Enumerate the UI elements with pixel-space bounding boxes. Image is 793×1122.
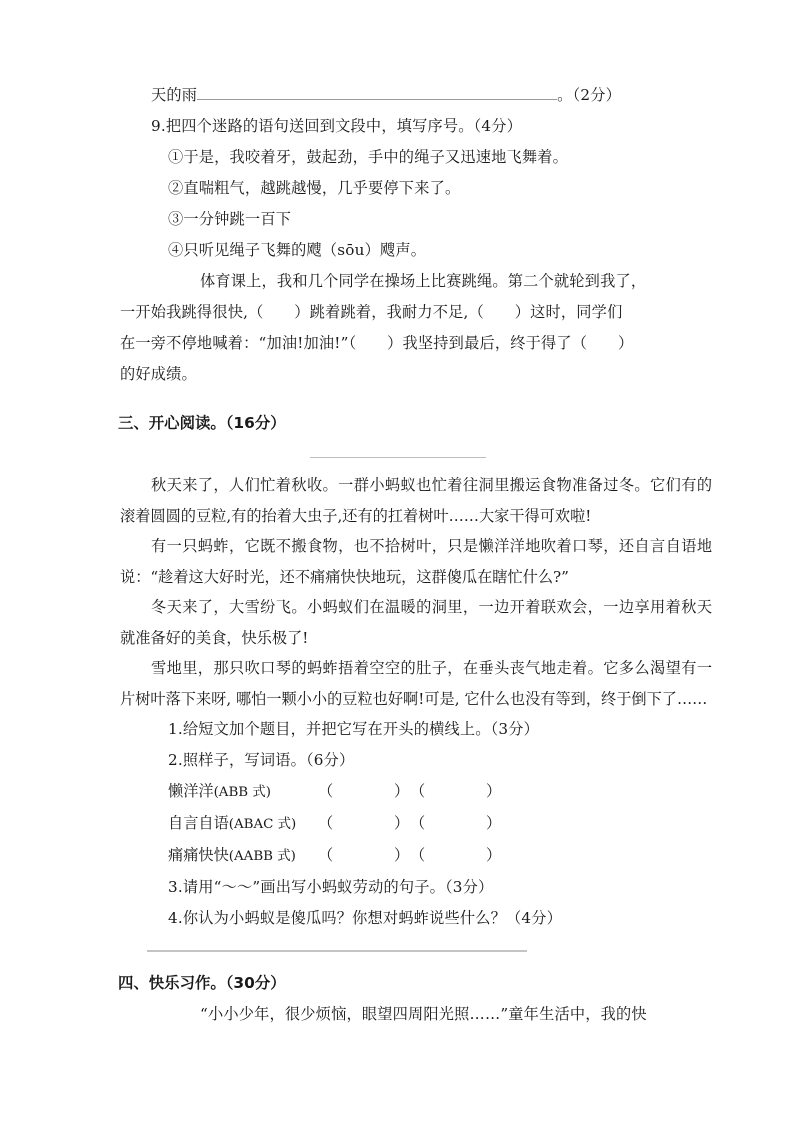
passage-paragraph: 雪地里，那只吹口琴的蚂蚱捂着空空的肚子，在垂头丧气地走着。它多么渴望有一片树叶落下来呀, 哪怕一颗小小的豆粒也好啊!可是, 它什么也没有等到，终于倒下了…… bbox=[120, 659, 712, 708]
page-content bbox=[105, 80, 712, 1030]
word-pattern-sample: 痛痛快快 bbox=[168, 846, 229, 864]
question-9-passage-line: 的好成绩。 bbox=[120, 365, 197, 383]
fill-in-blank[interactable] bbox=[197, 84, 557, 100]
question-9-passage-line: 体育课上，我和几个同学在操场上比赛跳绳。第二个就轮到我了， bbox=[200, 272, 647, 290]
word-pattern-sample: 懒洋洋 bbox=[168, 782, 214, 800]
question-9-option: ④只听见绳子飞舞的飕（sōu）飕声。 bbox=[168, 241, 427, 259]
word-pattern-type: (ABAC 式) bbox=[228, 817, 297, 832]
passage-paragraph: 冬天来了，大雪纷飞。小蚂蚁们在温暖的洞里，一边开着联欢会，一边享用着秋天就准备好的美食，快乐极了! bbox=[120, 598, 712, 647]
question-9-option: ②直喘粗气，越跳越慢，几乎要停下来了。 bbox=[168, 179, 461, 197]
section-divider bbox=[147, 950, 527, 952]
passage-paragraph: 有一只蚂蚱，它既不搬食物，也不拾树叶，只是懒洋洋地吹着口琴，还自言自语地说：“趁着这大好时光，还不痛痛快快地玩，这群傻瓜在瞎忙什么?” bbox=[120, 537, 712, 586]
reading-passage bbox=[120, 470, 712, 714]
spacer bbox=[105, 390, 705, 408]
word-pattern-sample-group bbox=[168, 808, 318, 840]
top-blank-line-row bbox=[151, 80, 705, 111]
word-pattern-type: (AABB 式) bbox=[228, 849, 296, 864]
question-9-passage-line: 一开始我跳得很快,（ ）跳着跳着，我耐力不足,（ ）这时，同学们 bbox=[120, 303, 623, 321]
word-pattern-row bbox=[168, 776, 705, 808]
passage-title-blank-row bbox=[105, 439, 705, 470]
word-answer-blank[interactable]: （ ） bbox=[410, 814, 502, 832]
passage-paragraph: 秋天来了，人们忙着秋收。一群小蚂蚁也忙着往洞里搬运食物准备过冬。它们有的滚着圆圆的豆粒,有的抬着大虫子,还有的扛着树叶……大家干得可欢啦! bbox=[120, 476, 712, 525]
composition-prompt-line: “小小少年，很少烦恼，眼望四周阳光照……”童年生活中，我的快 bbox=[200, 1005, 647, 1023]
reading-question-4: 4.你认为小蚂蚁是傻瓜吗？你想对蚂蚱说些什么？（4分） bbox=[168, 909, 563, 927]
passage-title-blank[interactable] bbox=[310, 457, 486, 458]
word-pattern-sample: 自言自语 bbox=[168, 814, 229, 832]
top-blank-suffix: 。（2分） bbox=[557, 86, 621, 104]
section-divider-row bbox=[105, 934, 705, 968]
question-9-stem: 9.把四个迷路的语句送回到文段中，填写序号。（4分） bbox=[151, 117, 523, 135]
reading-question-1: 1.给短文加个题目，并把它写在开头的横线上。（3分） bbox=[168, 720, 540, 738]
word-answer-blanks[interactable] bbox=[318, 808, 502, 839]
word-answer-blank[interactable]: （ ） bbox=[410, 846, 502, 864]
section-heading-three: 三、开心阅读。（16分） bbox=[118, 414, 286, 432]
section-heading-four: 四、快乐习作。（30分） bbox=[118, 974, 286, 992]
word-answer-blank[interactable]: （ ） bbox=[410, 782, 502, 800]
top-blank-prefix: 天的雨 bbox=[151, 86, 198, 104]
word-pattern-sample-group bbox=[168, 776, 318, 808]
word-answer-blank[interactable]: （ ） bbox=[318, 846, 410, 864]
word-pattern-row bbox=[168, 840, 705, 872]
word-pattern-row bbox=[168, 808, 705, 840]
word-answer-blanks[interactable] bbox=[318, 840, 502, 871]
reading-question-2: 2.照样子，写词语。（6分） bbox=[168, 751, 355, 769]
question-9-option: ③一分钟跳一百下 bbox=[168, 210, 292, 228]
word-answer-blank[interactable]: （ ） bbox=[318, 782, 410, 800]
question-9-passage-line: 在一旁不停地喊着：“加油!加油!”（ ）我坚持到最后，终于得了（ ） bbox=[120, 334, 634, 352]
word-pattern-sample-group bbox=[168, 840, 318, 872]
question-9-option: ①于是，我咬着牙，鼓起劲，手中的绳子又迅速地飞舞着。 bbox=[168, 148, 569, 166]
word-answer-blanks[interactable] bbox=[318, 776, 502, 807]
word-answer-blank[interactable]: （ ） bbox=[318, 814, 410, 832]
word-pattern-type: (ABB 式) bbox=[213, 785, 272, 800]
reading-question-3: 3.请用“～～”画出写小蚂蚁劳动的句子。（3分） bbox=[168, 878, 494, 896]
